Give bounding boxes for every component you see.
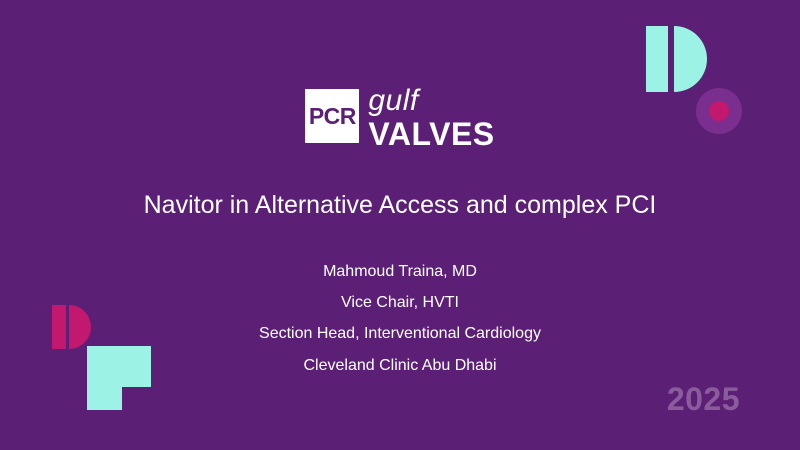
decorative-mark-top-right: [646, 26, 738, 92]
byline-line-role: Vice Chair, HVTI: [341, 294, 459, 312]
logo-word-gulf: gulf: [368, 84, 419, 117]
decorative-bar-shape: [646, 26, 668, 92]
slide-year: 2025: [666, 381, 740, 417]
logo-inner: [305, 86, 494, 150]
decorative-mint-quarter-cut-shape: [122, 387, 186, 450]
logo-wordmark: [368, 86, 494, 150]
pcr-logo-mark: PCR: [305, 89, 359, 143]
byline-line-name: Mahmoud Traina, MD: [323, 263, 477, 280]
logo-word-valves: VALVES: [368, 116, 495, 152]
slide-title: Navitor in Alternative Access and complex PCI: [143, 191, 657, 219]
byline-line-institution: Cleveland Clinic Abu Dhabi: [303, 356, 497, 374]
decorative-half-circle-shape: [674, 26, 707, 92]
pcr-gulf-valves-logo: [0, 86, 800, 150]
byline-line-department: Section Head, Interventional Cardiology: [259, 325, 541, 343]
presenter-byline: [60, 256, 740, 381]
